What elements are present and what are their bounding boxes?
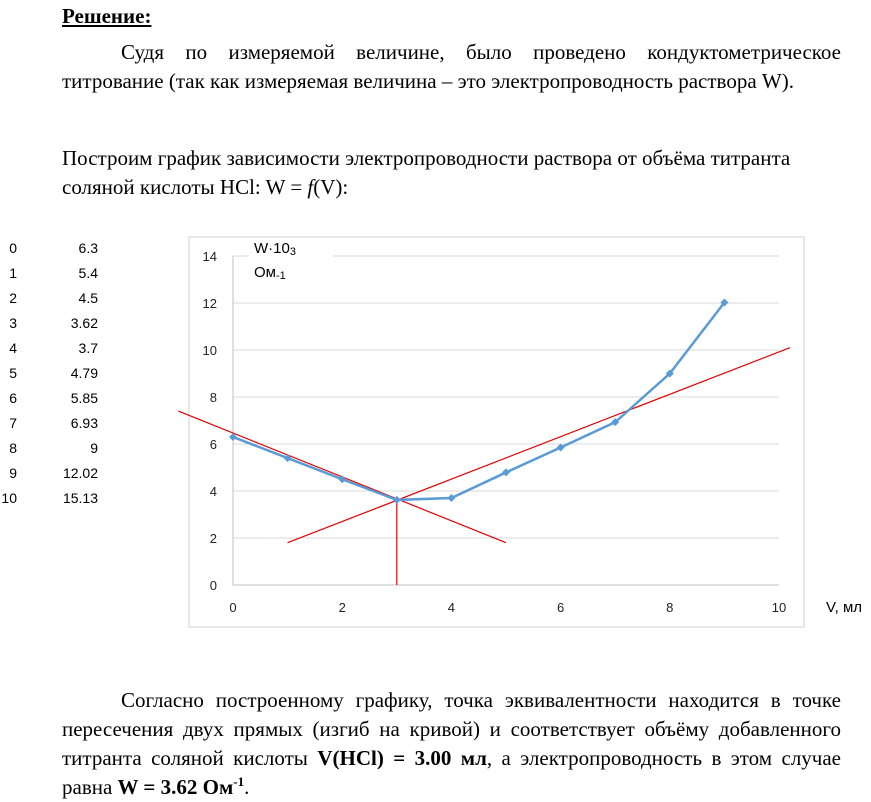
table-cell-w: 4.5 <box>78 290 98 306</box>
y-tick-label: 10 <box>202 343 217 358</box>
table-cell-w: 5.85 <box>70 390 98 406</box>
x-tick-label: 6 <box>556 600 565 615</box>
table-cell-v: 0 <box>9 240 17 256</box>
solution-heading: Решение: <box>62 4 152 28</box>
x-tick-label: 4 <box>447 600 456 615</box>
paragraph-graph-intro: Построим график зависимости электропроводности раствора от объёма титранта соляной кислоты HCl: W = f(V): <box>62 146 791 199</box>
paragraph-method: Судя по измеряемой величине, было проведено кондуктометрическое титрование (так как измеряемая величина – это электропроводность раствора W). <box>62 40 841 93</box>
table-cell-v: 9 <box>9 465 17 481</box>
table-cell-v: 3 <box>9 315 17 331</box>
y-tick-label: 12 <box>202 296 217 311</box>
y-tick-label: 2 <box>209 531 217 546</box>
x-tick-label: 0 <box>229 600 237 615</box>
x-tick-label: 2 <box>338 600 346 615</box>
paragraph-conclusion: Согласно построенному графику, точка эквивалентности находится в точке пересечения двух прямых (изгиб на кривой) и соответствует объёму добавленного титранта соляной кислоты V(HCl) = 3.00 мл, а электропроводность в этом случае равна W = 3.62 $Ом^{-1}$. <box>62 688 841 799</box>
y-tick-label: 14 <box>202 249 217 264</box>
table-cell-v: 5 <box>9 365 17 381</box>
table-cell-w: 6.3 <box>78 240 98 256</box>
y-tick-label: 8 <box>209 390 217 405</box>
table-cell-v: 2 <box>9 290 17 306</box>
table-cell-w: 6.93 <box>70 415 98 431</box>
table-cell-w: 12.02 <box>62 465 98 481</box>
table-cell-v: 6 <box>9 390 17 406</box>
table-cell-v: 4 <box>9 340 17 356</box>
table-cell-w: 4.79 <box>70 365 98 381</box>
table-cell-v: 10 <box>1 490 17 506</box>
y-tick-label: 4 <box>209 484 217 499</box>
x-tick-label: 8 <box>666 600 674 615</box>
y-tick-label: 6 <box>209 437 217 452</box>
table-cell-w: 15.13 <box>62 490 98 506</box>
table-cell-w: 5.4 <box>78 265 98 281</box>
chart-frame <box>189 237 804 627</box>
table-cell-w: 3.62 <box>70 315 98 331</box>
x-axis-label: V, мл <box>826 599 863 616</box>
y-axis-label-box <box>249 238 333 286</box>
table-cell-v: 7 <box>9 415 17 431</box>
table-cell-v: 8 <box>9 440 17 456</box>
table-cell-w: 9 <box>90 440 98 456</box>
table-cell-w: 3.7 <box>78 340 98 356</box>
y-tick-label: 0 <box>209 578 217 593</box>
y-axis-unit: Ом-1 <box>254 264 286 282</box>
table-cell-v: 1 <box>9 265 17 281</box>
x-tick-label: 10 <box>771 600 787 615</box>
y-axis-label: W·103 <box>254 240 296 258</box>
